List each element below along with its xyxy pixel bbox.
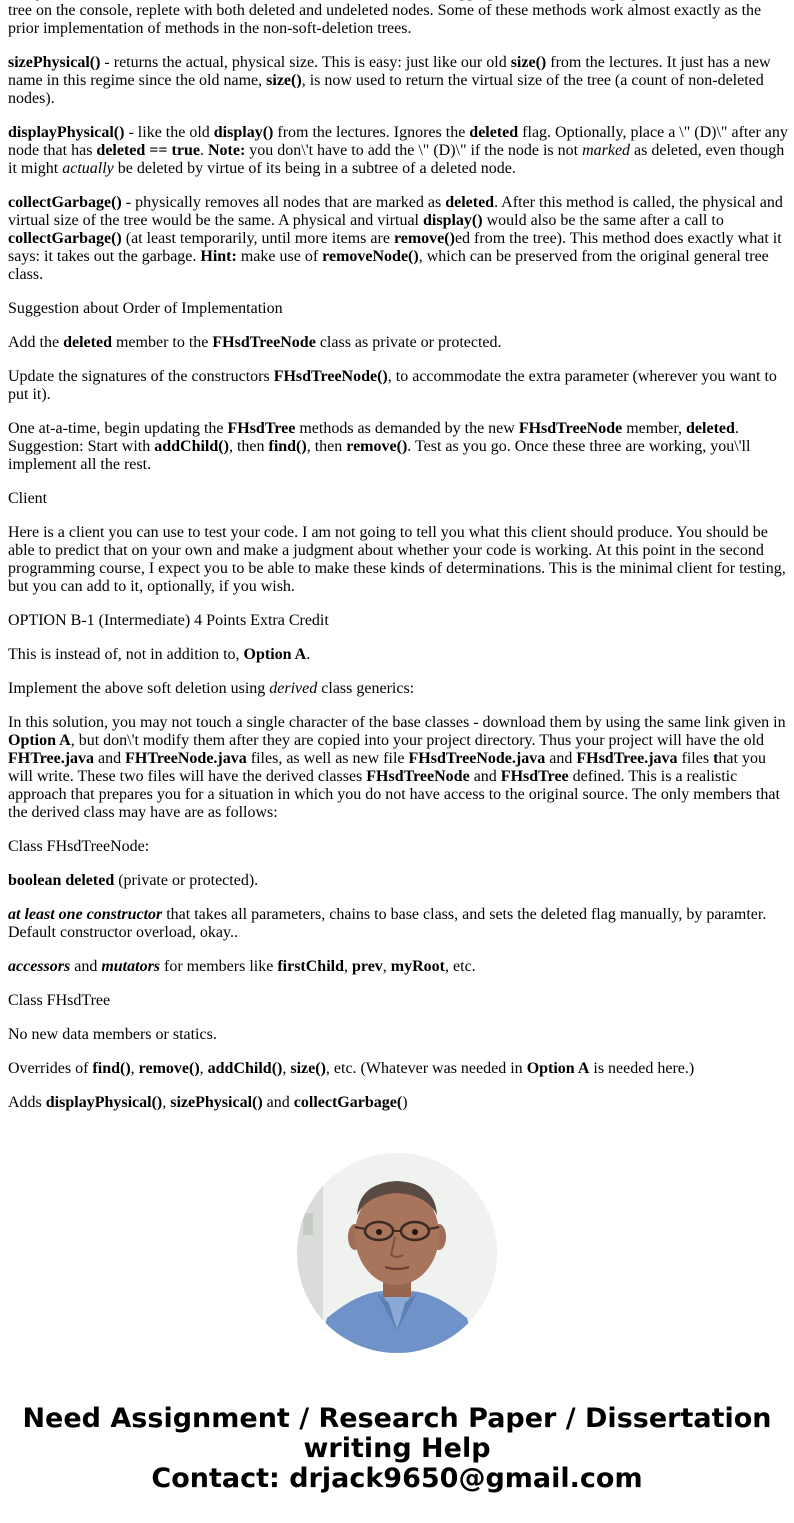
method-name: sizePhysical() bbox=[8, 54, 101, 71]
paragraph-collect-garbage: collectGarbage() - physically removes all nodes that are marked as deleted. After this method is called, the physical and virtual size of the tree would be the same. A physical and virtual display() would also be the same after a call to collectGarbage() (at least temporarily, until more items are remove()ed from the tree). This method does exactly what it says: it takes out the garbage. Hint: make use of removeNode(), which can be preserved from the original general tree class. bbox=[8, 194, 783, 283]
method-name: displayPhysical() bbox=[8, 124, 125, 141]
paragraph-derived-generics: Implement the above soft deletion using derived class generics: bbox=[8, 680, 415, 697]
paragraph-constructor: at least one constructor that takes all parameters, chains to base class, and sets the deleted flag manually, by paramter. Default constructor overload, okay.. bbox=[8, 906, 767, 941]
author-portrait-image bbox=[297, 1153, 497, 1353]
paragraph-size-physical: sizePhysical() - returns the actual, physical size. This is easy: just like our old size() from the lectures. It just has a new name in this regime since the old name, size(), is now used to return the virtual size of the tree (a count of non-deleted nodes). bbox=[8, 54, 771, 107]
paragraph-display-physical: displayPhysical() - like the old display() from the lectures. Ignores the deleted flag. Optionally, place a \" (D)\" after any node that has deleted == true. Note: you don\'t have to add the \" (D)\" if the node is not marked as deleted, even though it might actually be deleted by virtue of its being in a subtree of a deleted node. bbox=[8, 124, 788, 177]
paragraph-solution-details: In this solution, you may not touch a single character of the base classes - download them by using the same link given in Option A, but don\'t modify them after they are copied into your project directory. Thus your project will have the old FHTree.java and FHTreeNode.java files, as well as new file FHsdTreeNode.java and FHsdTree.java files that you will write. These two files will have the derived classes FHsdTreeNode and FHsdTree defined. This is a realistic approach that prepares you for a situation in which you do not have access to the original source. The only members that the derived class may have are as follows: bbox=[8, 714, 786, 821]
section-heading-class-node: Class FHsdTreeNode: bbox=[8, 838, 150, 855]
paragraph-adds: Adds displayPhysical(), sizePhysical() and collectGarbage() bbox=[8, 1094, 408, 1111]
section-heading-order: Suggestion about Order of Implementation bbox=[8, 300, 283, 317]
paragraph-no-new-members: No new data members or statics. bbox=[8, 1026, 217, 1043]
paragraph-one-at-a-time: One at-a-time, begin updating the FHsdTree methods as demanded by the new FHsdTreeNode member, deleted. Suggestion: Start with addChild(), then find(), then remove(). Test as you go. Once these three are working, you\'ll implement all the rest. bbox=[8, 420, 751, 473]
banner-line-1: Need Assignment / Research Paper / Dissertation bbox=[22, 1403, 772, 1434]
avatar bbox=[297, 1153, 497, 1353]
paragraph-physical-versions: tree on the console, replete with both deleted and undeleted nodes. Some of these methods work almost exactly as the prior implementation of methods in the non-soft-deletion trees. bbox=[8, 2, 762, 37]
paragraph-update-constructors: Update the signatures of the constructors FHsdTreeNode(), to accommodate the extra parameter (wherever you want to put it). bbox=[8, 368, 777, 403]
section-heading-option-b1: OPTION B-1 (Intermediate) 4 Points Extra Credit bbox=[8, 612, 329, 629]
section-heading-client: Client bbox=[8, 490, 48, 507]
contact-banner bbox=[0, 1404, 794, 1494]
document-body bbox=[8, 0, 788, 1128]
paragraph-overrides: Overrides of find(), remove(), addChild(), size(), etc. (Whatever was needed in Option A is needed here.) bbox=[8, 1060, 695, 1077]
paragraph-client: Here is a client you can use to test your code. I am not going to tell you what this client should produce. You should be able to predict that on your own and make a judgment about whether your code is working. At this point in the second programming course, I expect you to be able to make these kinds of determinations. This is the minimal client for testing, but you can add to it, optionally, if you wish. bbox=[8, 524, 786, 595]
method-name: collectGarbage() bbox=[8, 194, 122, 211]
banner-contact-email[interactable]: Contact: drjack9650@gmail.com bbox=[151, 1463, 643, 1494]
paragraph-accessors: accessors and mutators for members like firstChild, prev, myRoot, etc. bbox=[8, 958, 476, 975]
paragraph-add-deleted: Add the deleted member to the FHsdTreeNode class as private or protected. bbox=[8, 334, 502, 351]
banner-line-2: writing Help bbox=[303, 1433, 491, 1464]
paragraph-instead-of: This is instead of, not in addition to, Option A. bbox=[8, 646, 311, 663]
section-heading-class-tree: Class FHsdTree bbox=[8, 992, 111, 1009]
paragraph-boolean-deleted: boolean deleted (private or protected). bbox=[8, 872, 259, 889]
